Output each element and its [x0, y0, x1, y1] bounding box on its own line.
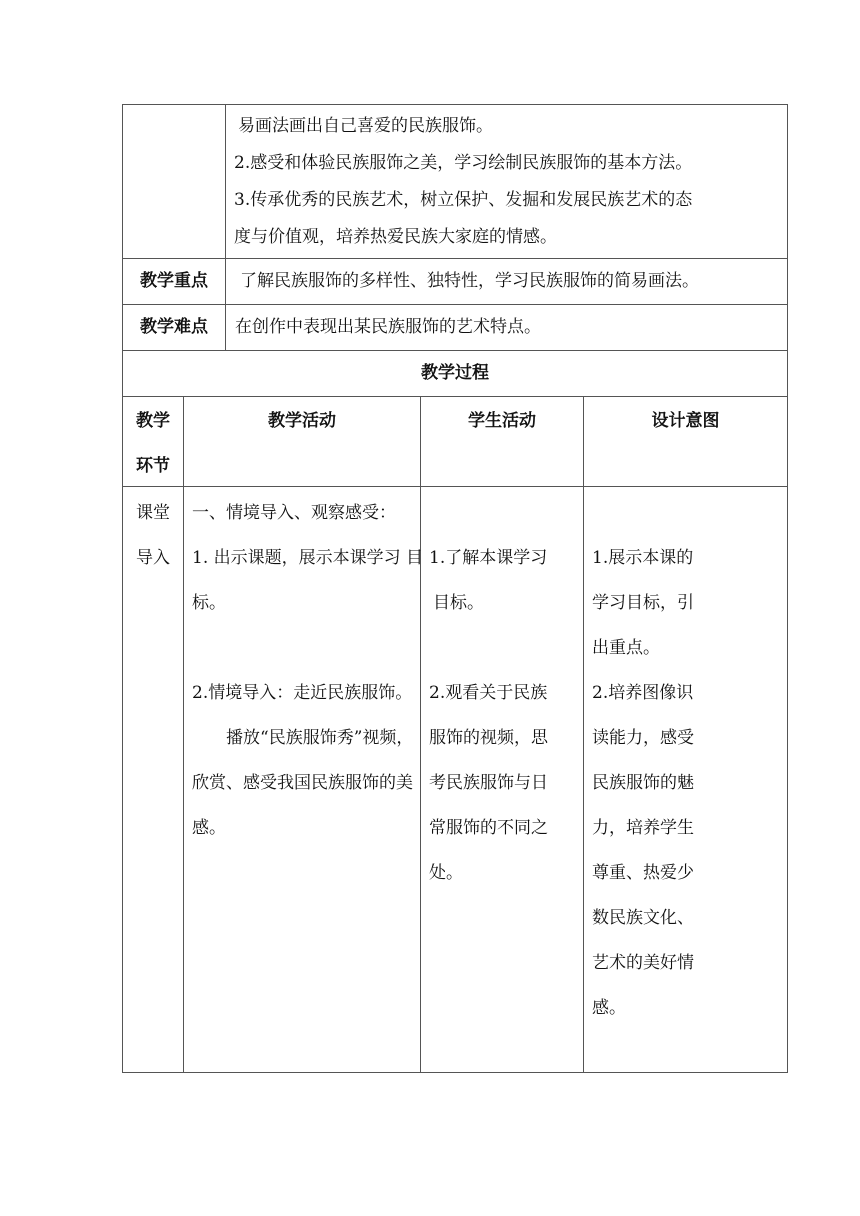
objectives-line-3: 3.传承优秀的民族艺术，树立保护、发掘和发展民族艺术的态 — [234, 190, 693, 210]
objectives-cell — [226, 105, 788, 259]
teacher-line-1: 一、情境导入、观察感受： — [192, 503, 396, 523]
intent-line-3: 出重点。 — [592, 638, 660, 658]
process-title-row — [123, 351, 788, 397]
header-teacher: 教学活动 — [184, 397, 421, 487]
intent-gap-top — [592, 495, 787, 532]
key-point-label: 教学重点 — [123, 259, 226, 305]
student-activity-cell — [421, 487, 584, 1073]
intent-line-4: 2.培养图像识 — [592, 683, 694, 703]
header-stage — [123, 397, 184, 487]
teacher-gap — [192, 630, 420, 667]
objectives-line-1: 易画法画出自己喜爱的民族服饰。 — [238, 116, 493, 136]
student-line-7: 处。 — [429, 863, 463, 883]
difficulty-label: 教学难点 — [123, 305, 226, 351]
teacher-line-2: 1. 出示课题，展示本课学习 目 — [192, 548, 424, 568]
header-stage-line-1: 教学 — [136, 411, 170, 431]
header-stage-line-2: 环节 — [136, 456, 170, 476]
lesson-plan-table — [122, 104, 788, 1073]
teacher-line-3: 标。 — [192, 593, 226, 613]
design-intent-cell — [584, 487, 788, 1073]
teacher-line-6: 欣赏、感受我国民族服饰的美 — [192, 773, 413, 793]
stage-line-1: 课堂 — [136, 503, 170, 523]
stage-line-2: 导入 — [136, 548, 170, 568]
intent-line-9: 数民族文化、 — [592, 908, 694, 928]
intent-line-1: 1.展示本课的 — [592, 548, 694, 568]
intent-line-10: 艺术的美好情 — [592, 953, 694, 973]
student-line-6: 常服饰的不同之 — [429, 818, 548, 838]
intent-line-7: 力，培养学生 — [592, 818, 694, 838]
intent-line-2: 学习目标，引 — [592, 593, 694, 613]
objectives-line-2: 2.感受和体验民族服饰之美，学习绘制民族服饰的基本方法。 — [234, 153, 693, 173]
process-header-row — [123, 397, 788, 487]
process-title: 教学过程 — [123, 351, 788, 397]
teacher-line-4: 2.情境导入：走近民族服饰。 — [192, 683, 413, 703]
stage-cell — [123, 487, 184, 1073]
student-line-4: 服饰的视频，思 — [429, 728, 548, 748]
teacher-line-7: 感。 — [192, 818, 226, 838]
key-point-text: 了解民族服饰的多样性、独特性，学习民族服饰的简易画法。 — [226, 259, 788, 305]
difficulty-text: 在创作中表现出某民族服饰的艺术特点。 — [226, 305, 788, 351]
intent-line-5: 读能力，感受 — [592, 728, 694, 748]
intent-line-8: 尊重、热爱少 — [592, 863, 694, 883]
key-point-row — [123, 259, 788, 305]
table-row — [123, 487, 788, 1073]
objectives-row — [123, 105, 788, 259]
header-intent: 设计意图 — [584, 397, 788, 487]
student-gap — [429, 630, 583, 667]
difficulty-row — [123, 305, 788, 351]
teacher-line-5: 播放“民族服饰秀”视频， — [226, 728, 414, 748]
objectives-label-cell — [123, 105, 226, 259]
header-student: 学生活动 — [421, 397, 584, 487]
student-line-5: 考民族服饰与日 — [429, 773, 548, 793]
intent-line-6: 民族服饰的魅 — [592, 773, 694, 793]
student-line-1: 1.了解本课学习 — [429, 548, 548, 568]
student-line-3: 2.观看关于民族 — [429, 683, 548, 703]
student-gap-top — [429, 495, 583, 532]
objectives-line-4: 度与价值观，培养热爱民族大家庭的情感。 — [234, 227, 557, 247]
intent-line-11: 感。 — [592, 998, 626, 1018]
teacher-activity-cell — [184, 487, 424, 1073]
student-line-2: 目标。 — [433, 593, 484, 613]
